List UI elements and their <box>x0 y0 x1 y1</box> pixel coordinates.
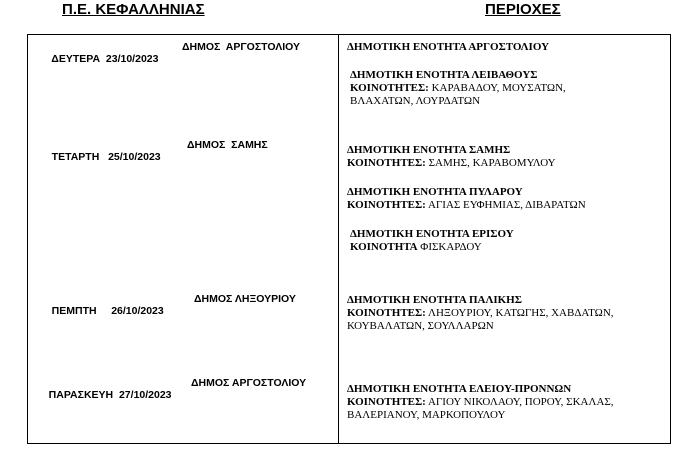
schedule-row <box>37 377 172 413</box>
schedule-municipality: ΔΗΜΟΣ ΣΑΜΗΣ <box>187 139 268 151</box>
header-left: Π.Ε. ΚΕΦΑΛΛΗΝΙΑΣ <box>62 1 205 18</box>
schedule-municipality: ΔΗΜΟΣ ΑΡΓΟΣΤΟΛΙΟΥ <box>182 41 301 53</box>
communities-list-cont: ΒΑΛΕΡΙΑΝΟΥ, ΜΑΡΚΟΠΟΥΛΟΥ <box>347 409 506 421</box>
communities-label: ΚΟΙΝΟΤΗΤΕΣ: <box>347 396 426 408</box>
region-title: ΔΗΜΟΤΙΚΗ ΕΝΟΤΗΤΑ ΕΛΕΙΟΥ-ΠΡΟΝΝΩΝ <box>347 383 572 395</box>
communities-list-cont: ΚΟΥΒΑΛΑΤΩΝ, ΣΟΥΛΛΑΡΩΝ <box>347 320 494 332</box>
region-block <box>347 294 614 333</box>
schedule-table <box>27 34 671 444</box>
region-title: ΔΗΜΟΤΙΚΗ ΕΝΟΤΗΤΑ ΕΡΙΣΟΥ <box>350 228 514 240</box>
schedule-day: ΤΕΤΑΡΤΗ <box>51 151 100 163</box>
region-block <box>347 41 549 54</box>
schedule-date: 25/10/2023 <box>108 151 161 163</box>
communities-label: ΚΟΙΝΟΤΗΤΕΣ: <box>347 157 426 169</box>
communities-list: ΚΑΡΑΒΑΔΟΥ, ΜΟΥΣΑΤΩΝ, <box>428 82 566 94</box>
header-right: ΠΕΡΙΟΧΕΣ <box>485 1 561 18</box>
schedule-day: ΠΕΜΠΤΗ <box>51 305 97 317</box>
column-divider <box>338 35 339 443</box>
communities-list-cont: ΒΛΑΧΑΤΩΝ, ΛΟΥΡΔΑΤΩΝ <box>350 95 481 107</box>
schedule-municipality: ΔΗΜΟΣ ΛΗΞΟΥΡΙΟΥ <box>194 293 296 305</box>
communities-list: ΑΓΙΑΣ ΕΥΦΗΜΙΑΣ, ΔΙΒΑΡΑΤΩΝ <box>425 199 586 211</box>
region-block <box>350 228 514 254</box>
communities-list: ΛΗΞΟΥΡΙΟΥ, ΚΑΤΩΓΗΣ, ΧΑΒΔΑΤΩΝ, <box>425 307 614 319</box>
communities-label: ΚΟΙΝΟΤΗΤΕΣ: <box>350 82 429 94</box>
schedule-day: ΠΑΡΑΣΚΕΥΗ <box>48 389 114 401</box>
communities-list: ΣΑΜΗΣ, ΚΑΡΑΒΟΜΥΛΟΥ <box>425 157 556 169</box>
region-block <box>347 144 556 170</box>
region-title: ΔΗΜΟΤΙΚΗ ΕΝΟΤΗΤΑ ΑΡΓΟΣΤΟΛΙΟΥ <box>347 41 550 53</box>
communities-label: ΚΟΙΝΟΤΗΤΑ <box>350 241 418 253</box>
region-block <box>347 186 586 212</box>
region-title: ΔΗΜΟΤΙΚΗ ΕΝΟΤΗΤΑ ΣΑΜΗΣ <box>347 144 511 156</box>
schedule-row <box>40 293 164 329</box>
communities-list: ΦΙΣΚΑΡΔΟΥ <box>417 241 482 253</box>
region-title: ΔΗΜΟΤΙΚΗ ΕΝΟΤΗΤΑ ΛΕΙΒΑΘΟΥΣ <box>350 69 538 81</box>
schedule-date: 26/10/2023 <box>111 305 164 317</box>
region-title: ΔΗΜΟΤΙΚΗ ΕΝΟΤΗΤΑ ΠΥΛΑΡΟΥ <box>347 186 523 198</box>
region-block <box>347 383 614 422</box>
schedule-municipality: ΔΗΜΟΣ ΑΡΓΟΣΤΟΛΙΟΥ <box>191 377 307 389</box>
communities-list: ΑΓΙΟΥ ΝΙΚΟΛΑΟΥ, ΠΟΡΟΥ, ΣΚΑΛΑΣ, <box>425 396 614 408</box>
communities-label: ΚΟΙΝΟΤΗΤΕΣ: <box>347 199 426 211</box>
schedule-date: 27/10/2023 <box>118 389 172 401</box>
region-block <box>350 69 566 108</box>
schedule-date: 23/10/2023 <box>105 53 159 65</box>
communities-label: ΚΟΙΝΟΤΗΤΕΣ: <box>347 307 426 319</box>
schedule-row <box>40 139 161 175</box>
region-title: ΔΗΜΟΤΙΚΗ ΕΝΟΤΗΤΑ ΠΑΛΙΚΗΣ <box>347 294 522 306</box>
schedule-day: ΔΕΥΤΕΡΑ <box>51 53 101 65</box>
schedule-row <box>40 41 158 77</box>
